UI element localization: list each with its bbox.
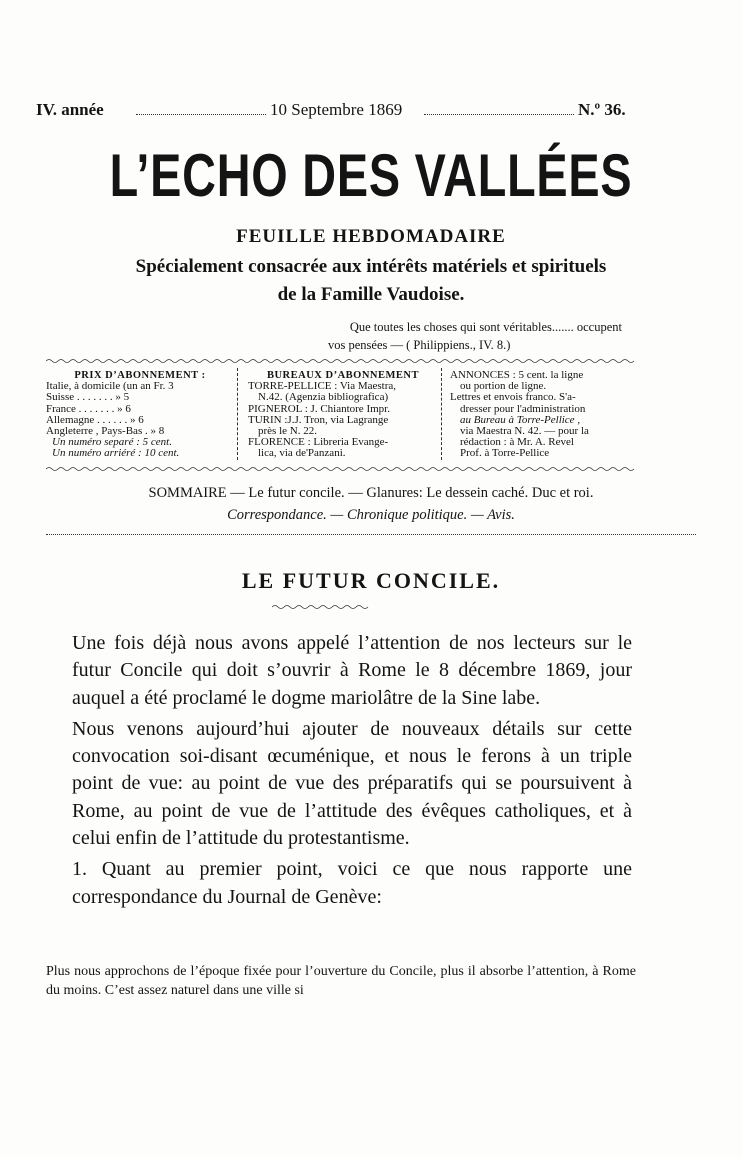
paragraph: 1. Quant au premier point, voici ce que nous rapporte une correspondance du Journal de Genève: (72, 858, 632, 908)
wavy-rule (46, 466, 636, 472)
issue-year: IV. année (36, 100, 104, 119)
article-title: LE FUTUR CONCILE. (241, 568, 501, 593)
quoted-correspondence (46, 962, 636, 1000)
annonces-row: ANNONCES : 5 cent. la ligne (450, 369, 584, 381)
sommaire (36, 482, 706, 526)
issue-number: N.º 36. (578, 100, 626, 119)
bureaux-column (248, 370, 438, 460)
prix-row: Allemagne . . . . . . » 6 (46, 413, 144, 426)
bureaux-row: N.42. (Agenzia bibliografica) (258, 391, 389, 404)
prix-row: Suisse . . . . . . . » 5 (46, 391, 130, 404)
issue-date: 10 Septembre 1869 (270, 100, 403, 119)
epigraph (282, 318, 622, 354)
annonces-row: dresser pour l'administration (460, 402, 586, 415)
column-divider (441, 368, 448, 460)
quote-text: Plus nous approchons de l’époque fixée pour l’ouverture du Concile, plus il absorbe l’attention, à Rome du moins. C’est assez naturel dans une ville si (46, 964, 636, 998)
dotted-leader (136, 114, 266, 115)
masthead-title: L’ECHO DES VALLÉES (109, 142, 633, 209)
epigraph-line-1: Que toutes les choses qui sont véritables....... occupent (349, 320, 622, 334)
annonces-row: via Maestra N. 42. — pour la (460, 425, 589, 438)
bureaux-row: FLORENCE : Libreria Evange- (248, 436, 389, 449)
annonces-row: Prof. à Torre-Pellice (460, 447, 550, 460)
annonces-row: ou portion de ligne. (460, 380, 547, 393)
bureaux-row: PIGNEROL : J. Chiantore Impr. (248, 402, 390, 415)
dotted-rule (46, 534, 696, 535)
epigraph-line-2: vos pensées — ( Philippiens., IV. 8.) (328, 338, 511, 352)
description-line-1: Spécialement consacrée aux intérêts matériels et spirituels (135, 256, 607, 277)
prix-row: Angleterre , Pays-Bas . » 8 (46, 425, 165, 438)
prix-row: France . . . . . . . » 6 (46, 402, 131, 415)
annonces-row: rédaction : à Mr. A. Revel (460, 436, 574, 449)
title-ornament (272, 604, 372, 610)
paragraph: Une fois déjà nous avons appelé l’attention de nos lecteurs sur le futur Concile qui doit s’ouvrir à Rome le 8 décembre 1869, jour auquel a été proclamé le dogme mariolâtre de la Sine labe. (72, 632, 632, 709)
wavy-rule (46, 358, 636, 364)
prix-row: Un numéro arriéré : 10 cent. (52, 447, 180, 460)
bureaux-row: TURIN :J.J. Tron, via Lagrange (248, 413, 389, 426)
annonces-row: au Bureau à Torre-Pellice , (460, 413, 581, 426)
bureaux-row: lica, via de'Panzani. (258, 447, 346, 460)
column-divider (237, 368, 244, 460)
prix-row: Italie, à domicile (un an Fr. 3 (46, 380, 174, 393)
annonces-column (450, 370, 636, 460)
annonces-row: Lettres et envois franco. S'a- (450, 391, 576, 404)
prix-row: Un numéro separé : 5 cent. (52, 436, 172, 449)
paragraph: Nous venons aujourd’hui ajouter de nouveaux détails sur cette convocation soi-disant œcuménique, et nous le ferons à un triple point de vue: au point de vue des préparatifs qui se poursuivent à Rome, au point de vue de l’attitude des évêques catholiques, et à celui enfin de l’attitude du protestantisme. (72, 717, 632, 850)
prix-column (46, 370, 234, 460)
subtitle: FEUILLE HEBDOMADAIRE (236, 226, 506, 247)
bureaux-row: près le N. 22. (258, 425, 317, 438)
bureaux-title: BUREAUX D’ABONNEMENT (266, 370, 420, 381)
article-body (72, 630, 632, 915)
issue-header (36, 100, 636, 122)
sommaire-line-1: SOMMAIRE — Le futur concile. — Glanures: Le dessein caché. Duc et roi. (148, 485, 594, 501)
prix-title: PRIX D’ABONNEMENT : (74, 370, 206, 381)
dotted-leader (424, 114, 574, 115)
sommaire-line-2: Correspondance. — Chronique politique. — Avis. (227, 507, 515, 523)
bureaux-row: TORRE-PELLICE : Via Maestra, (248, 380, 397, 393)
description-line-2: de la Famille Vaudoise. (277, 284, 465, 305)
